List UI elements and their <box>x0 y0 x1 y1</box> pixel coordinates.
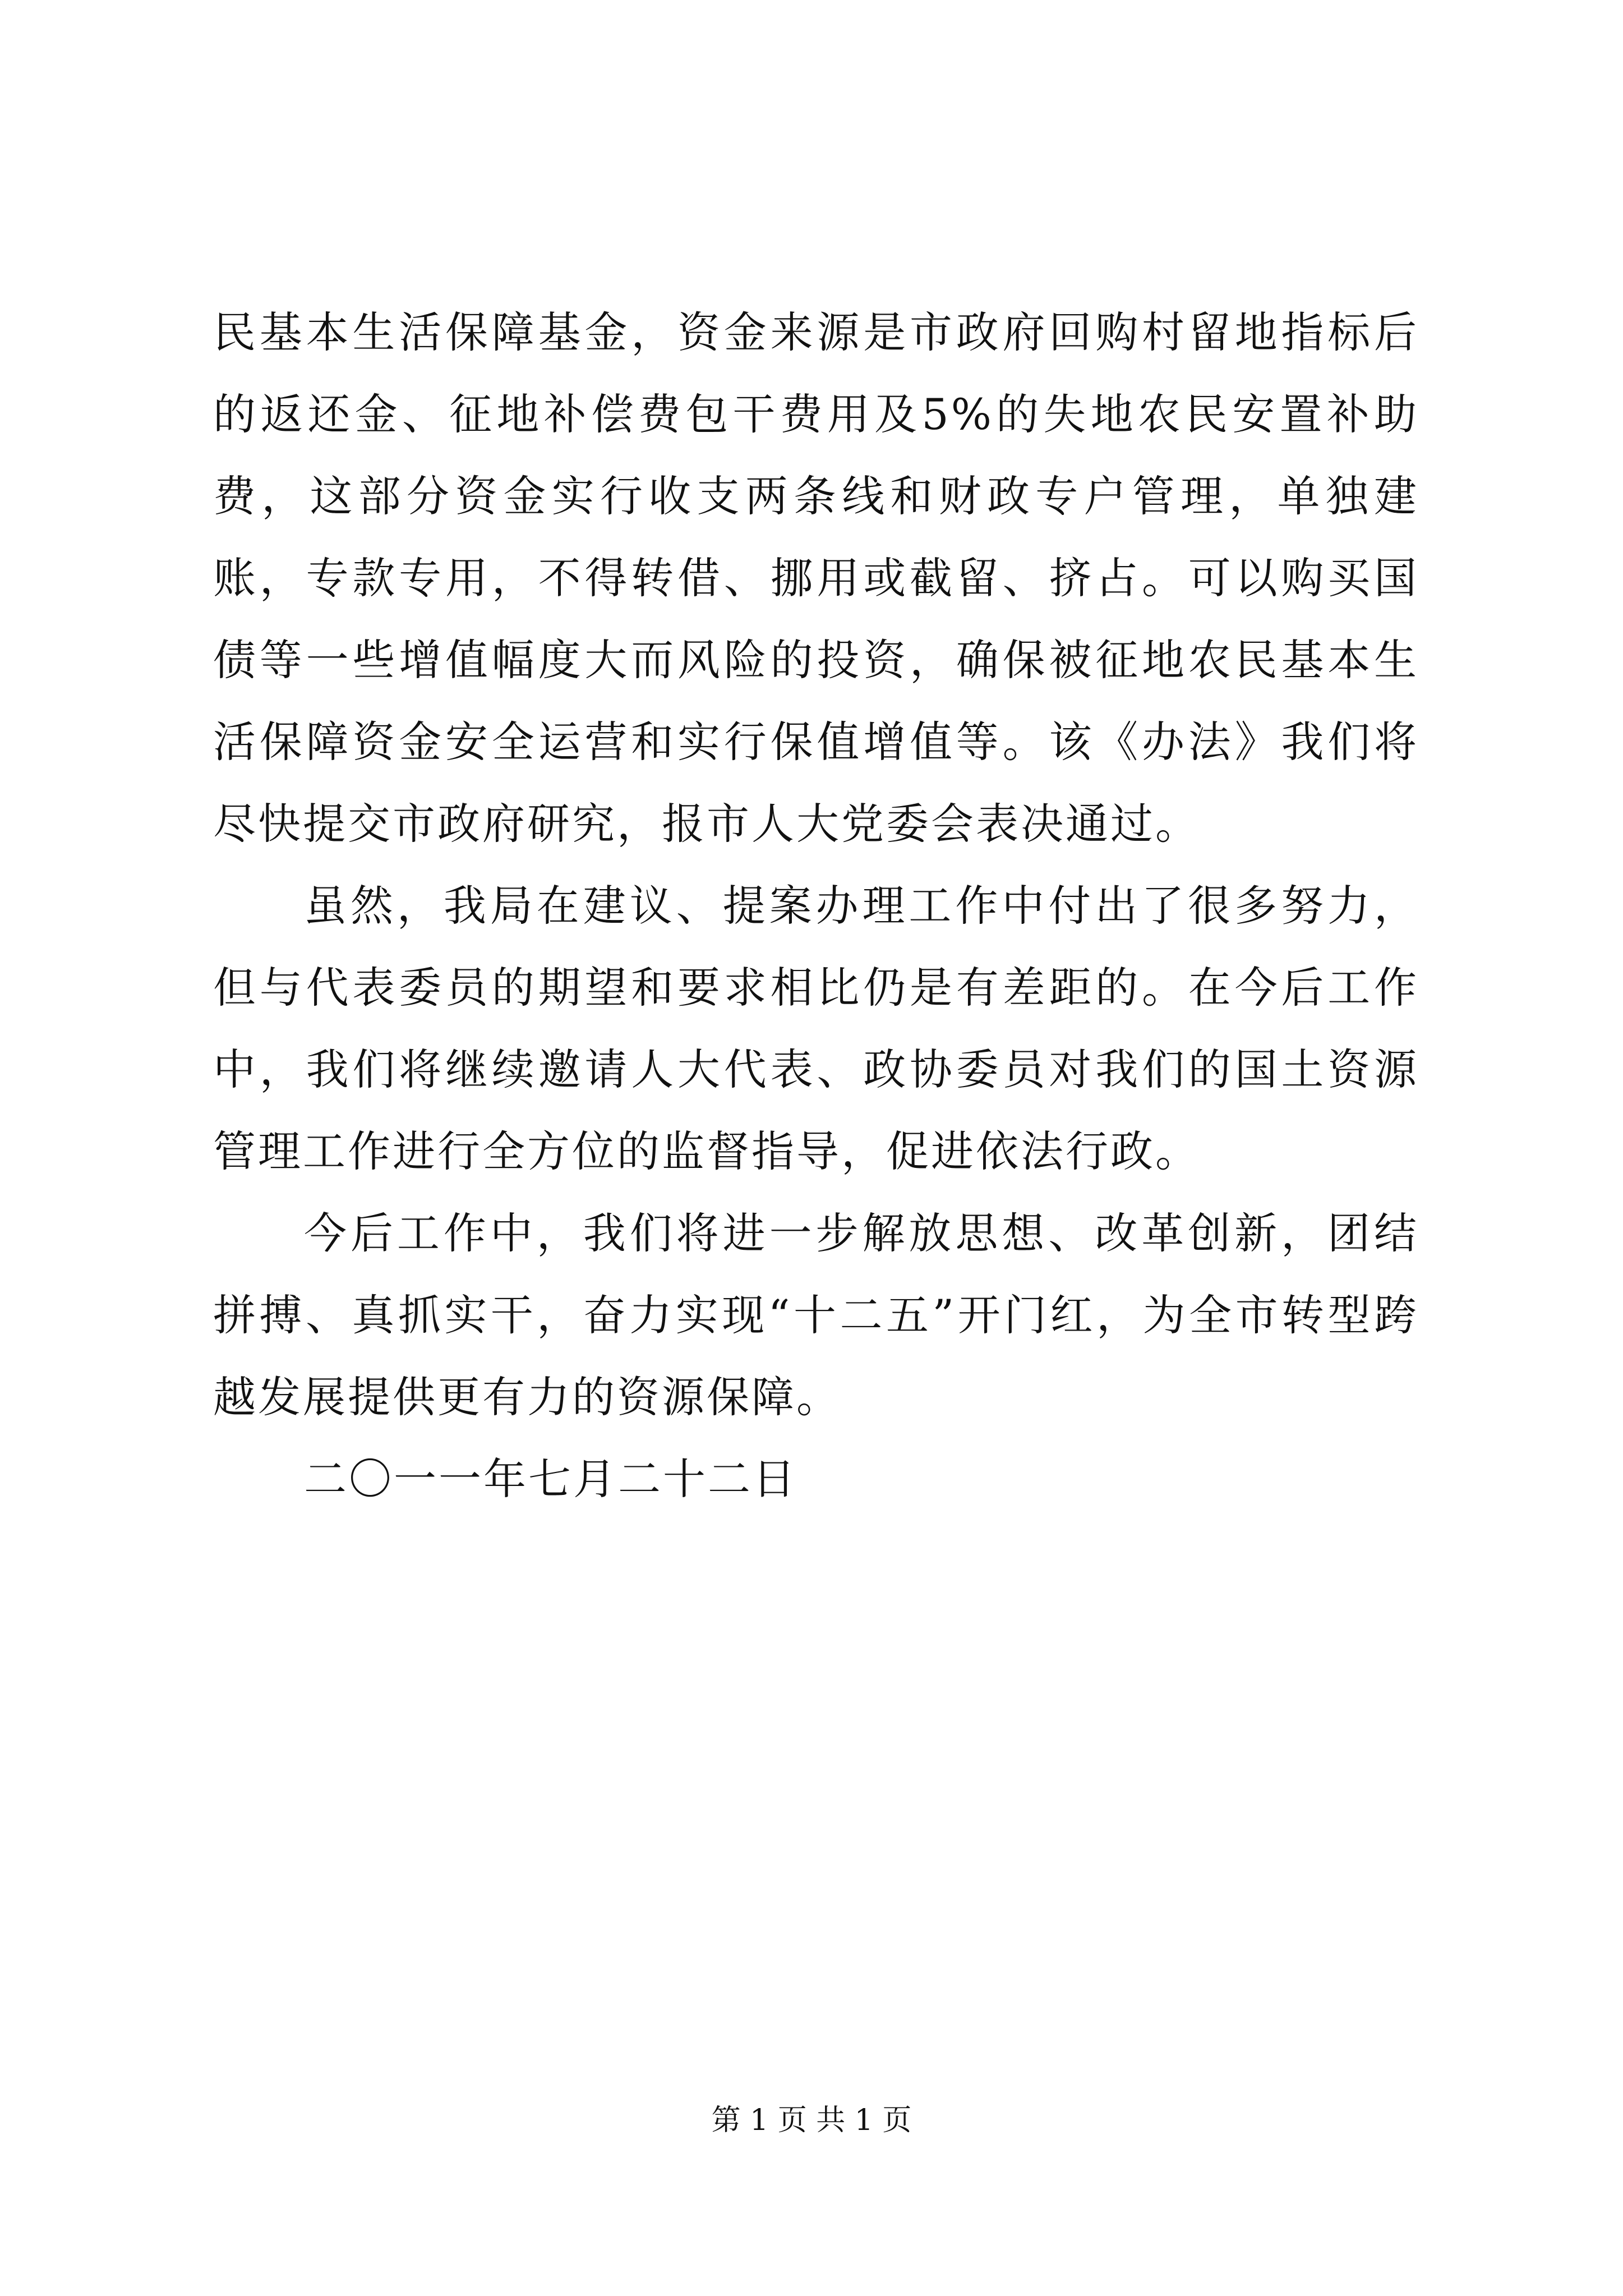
document-date: 二〇一一年七月二十二日 <box>304 1454 797 1504</box>
page-number-footer: 第 1 页 共 1 页 <box>711 2104 912 2137</box>
document-body <box>213 292 1419 1520</box>
paragraph-future-work: 今后工作中，我们将进一步解放思想、改革创新，团结拼搏、真抓实干，奋力实现“十二五”开门红，为全市转型跨越发展提供更有力的资源保障。 <box>213 1208 1419 1422</box>
paragraph-continuation: 民基本生活保障基金，资金来源是市政府回购村留地指标后的返还金、征地补偿费包干费用及5%的失地农民安置补助费，这部分资金实行收支两条线和财政专户管理，单独建账，专款专用，不得转借、挪用或截留、挤占。可以购买国债等一些增值幅度大而风险的投资，确保被征地农民基本生活保障资金安全运营和实行保值增值等。该《办法》我们将尽快提交市政府研究，报市人大党委会表决通过。 <box>213 307 1419 849</box>
paragraph-suggestion-handling: 虽然，我局在建议、提案办理工作中付出了很多努力，但与代表委员的期望和要求相比仍是有差距的。在今后工作中，我们将继续邀请人大代表、政协委员对我们的国土资源管理工作进行全方位的监督指导，促进依法行政。 <box>213 881 1419 1176</box>
